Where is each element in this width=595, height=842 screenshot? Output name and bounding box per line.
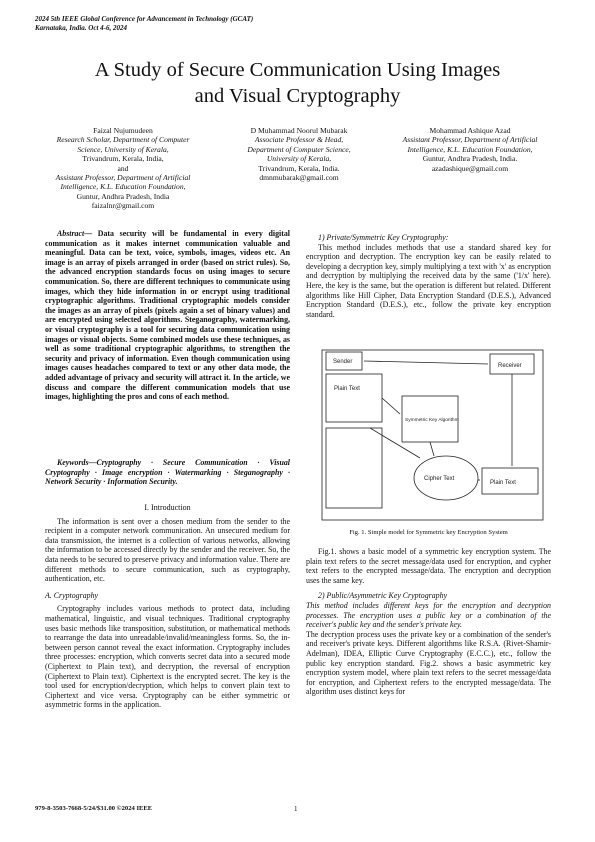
- affiliation-line: Research Scholar, Department of Computer: [56, 135, 190, 145]
- plaintext-box: [326, 374, 382, 422]
- fig-label-sender: Sender: [333, 359, 353, 365]
- keywords-label: Keywords: [57, 458, 89, 467]
- page-number: 1: [294, 805, 298, 813]
- intro-paragraph: The information is sent over a chosen medium from the sender to the recipient in a computer network communication. An unsecured medium for data transmission, the internet is a collection of various networks, allowing the information to be accessed directly by the sender and the receiver. So, the data needs to be secured to preserve privacy and information value. There are different methods to secure communication, such as cryptography, authentication, etc.: [45, 516, 290, 584]
- author-email: azadashique@gmail.com: [431, 163, 509, 173]
- title-line-1: A Study of Secure Communication Using Images: [94, 59, 501, 81]
- symmetric-encryption-figure: [320, 348, 545, 522]
- title-line-2: and Visual Cryptography: [194, 85, 401, 107]
- figure-caption: Fig. 1. Simple model for Symmetric key Encryption System: [349, 529, 508, 536]
- affiliation-line: and: [117, 163, 129, 173]
- subsection-heading: 1) Private/Symmetric Key Cryptography:: [318, 233, 449, 242]
- arrow-line: [370, 428, 420, 458]
- asymmetric-paragraph: The decryption process uses the private key or a combination of the sender's and receiver's private keys. Different algorithms like R.S.A. (Rivet-Shamir-Adelman), IDEA, Elliptic Curve Cryptography (E.C.C.), etc., follow the public key encryption standard. Fig.2. shows a basic asymmetric key encryption system model, where plain text refers to the secret message/data for encryption, and Ciphertext refers to the encrypted message/data. The algorithm uses distinct keys for: [306, 629, 551, 697]
- author-block-3: [380, 126, 560, 173]
- affiliation-line: Assistant Professor, Department of Artificial: [402, 135, 538, 145]
- keywords: [45, 458, 290, 487]
- conference-header: [35, 15, 253, 33]
- conference-line-1: 2024 5th IEEE Global Conference for Advancement in Technology (GCAT): [35, 15, 254, 23]
- affiliation-line: Guntur, Andhra Pradesh, India: [76, 191, 170, 201]
- copyright-footer: 979-8-3503-7668-5/24/$31.00 ©2024 IEEE: [35, 805, 153, 812]
- conference-line-2: Karnataka, India. Oct 4-6, 2024: [35, 24, 127, 32]
- figure-description: Fig.1. shows a basic model of a symmetric key encryption system. The plain text refers to the secret message/data used for encryption, and cypher text refers to the encrypted message/data. The encryption and decryption uses the same key.: [306, 547, 551, 585]
- arrow-line: [430, 442, 434, 456]
- affiliation-line: Trivandrum, Kerala, India,: [82, 154, 164, 164]
- subsection-heading: 2) Public/Asymmetric Key Cryptography: [318, 591, 448, 601]
- symmetric-paragraph: This method includes methods that use a standard shared key for encryption and decryption. The encryption key can be easily related to developing a decryption key, simply multiplying a text with 'x' as encryption and decryption by multiplying the received data by the same ('1/x' here). Here, the key is the same, but the operation is different but related. Different algorithms like Hill Cipher, Data Encryption Standard (D.E.S.), Advanced Encryption Standard (D.E.S.), etc., follow the private key encryption standard.: [306, 242, 551, 319]
- affiliation-line: Intelligence, K.L. Education Foundation,: [407, 144, 533, 154]
- affiliation-line: Associate Professor & Head,: [254, 135, 344, 145]
- arrow-line: [382, 398, 400, 414]
- affiliation-line: Department of Computer Science,: [247, 144, 351, 154]
- introduction-section: [45, 503, 290, 710]
- abstract-text: — Data security will be fundamental in every digital communication as it makes internet communication valuable and meaningful. Data can be text, voice, symbols, images, videos etc. An image is an array of pixels arranged in order (based on strict rules). So, the advanced encryption standards focus on using images to secure communication. So, there are different techniques to communicate using images, which they hide information in or encrypt using traditional cryptographic algorithms. Traditional cryptographic models consider the images as an array of pixels (pixels again a set of binary values) and are encrypted using selected algorithms. Steganography, watermarking, or visual cryptography is a tool for securing data communication using images or visual objects. Some combined models use these techniques, as well as some traditional cryptographic algorithms, to strengthen the security and privacy of information. Even though communication using images causes headaches compared to text or any other data mode, the added advantage of privacy and security will attract it. In the article, we discuss and compare the different communication models that use images, highlighting the pros and cons of each method.: [45, 229, 290, 402]
- author-email: dmnmubarak@gmail.com: [259, 173, 339, 183]
- asymmetric-italic-paragraph: This method includes different keys for the encryption and decryption processes. The encryption uses a public key or a combination of the receiver's public key and the sender's private key.: [306, 600, 551, 630]
- subsection-heading: A. Cryptography: [45, 590, 99, 600]
- fig-label-plaintext: Plain Text: [334, 386, 360, 392]
- fig-label-output-plaintext: Plain Text: [490, 480, 516, 486]
- author-name: Mohammad Ashique Azad: [429, 126, 511, 135]
- fig-label-ciphertext: Cipher Text: [424, 476, 455, 482]
- author-email: faizalnr@gmail.com: [91, 201, 155, 211]
- plaintext-area: [326, 428, 382, 508]
- fig-label-algorithm: Symmetric Key Algorithm: [405, 418, 459, 423]
- cryptography-paragraph: Cryptography includes various methods to protect data, including mathematical, linguistic, and visual techniques. Traditional cryptography uses basic methods like transposition, substitution, or mathematical methods to rearrange the data into unreadable/invalid/meaningless forms. So, the in-between person cannot reveal the exact information. Cryptography includes three processes: encryption, which converts secret data into a secured mode (Ciphertext to Plain text), and decryption, the reversal of encryption (Ciphertext to Plain text). Ciphertext is the encrypted secret. The key is the tool used for encryption/decryption, which helps to convert plain text to Ciphertext and vice versa. Cryptography can be either symmetric or asymmetric forms in the application.: [45, 604, 290, 710]
- author-block-1: [38, 126, 208, 211]
- section-heading: I. Introduction: [144, 503, 191, 512]
- affiliation-line: Intelligence, K.L. Education Foundation,: [60, 182, 186, 192]
- figure-border: [322, 350, 543, 520]
- affiliation-line: Trivandrum, Kerala, India.: [258, 163, 340, 173]
- author-name: Faizal Nujumudeen: [93, 126, 153, 135]
- keywords-text: —Cryptography · Secure Communication · Visual Cryptography · Image encryption · Watermarking · Steganography · Network Security · Information Security.: [45, 458, 290, 487]
- author-block-2: [222, 126, 376, 182]
- paper-title: [40, 57, 555, 109]
- symmetric-section: [306, 233, 551, 319]
- abstract: [45, 229, 290, 402]
- asymmetric-section: [306, 547, 551, 697]
- affiliation-line: University of Kerala,: [266, 154, 332, 164]
- affiliation-line: Assistant Professor, Department of Artificial: [55, 173, 191, 183]
- arrow-line: [364, 361, 488, 364]
- fig-label-receiver: Receiver: [498, 363, 522, 369]
- author-name: D Muhammad Noorul Mubarak: [250, 126, 348, 135]
- abstract-label: Abstract: [57, 229, 85, 238]
- affiliation-line: Guntur, Andhra Pradesh, India.: [422, 154, 518, 164]
- affiliation-line: Science, University of Kerala,: [77, 144, 169, 154]
